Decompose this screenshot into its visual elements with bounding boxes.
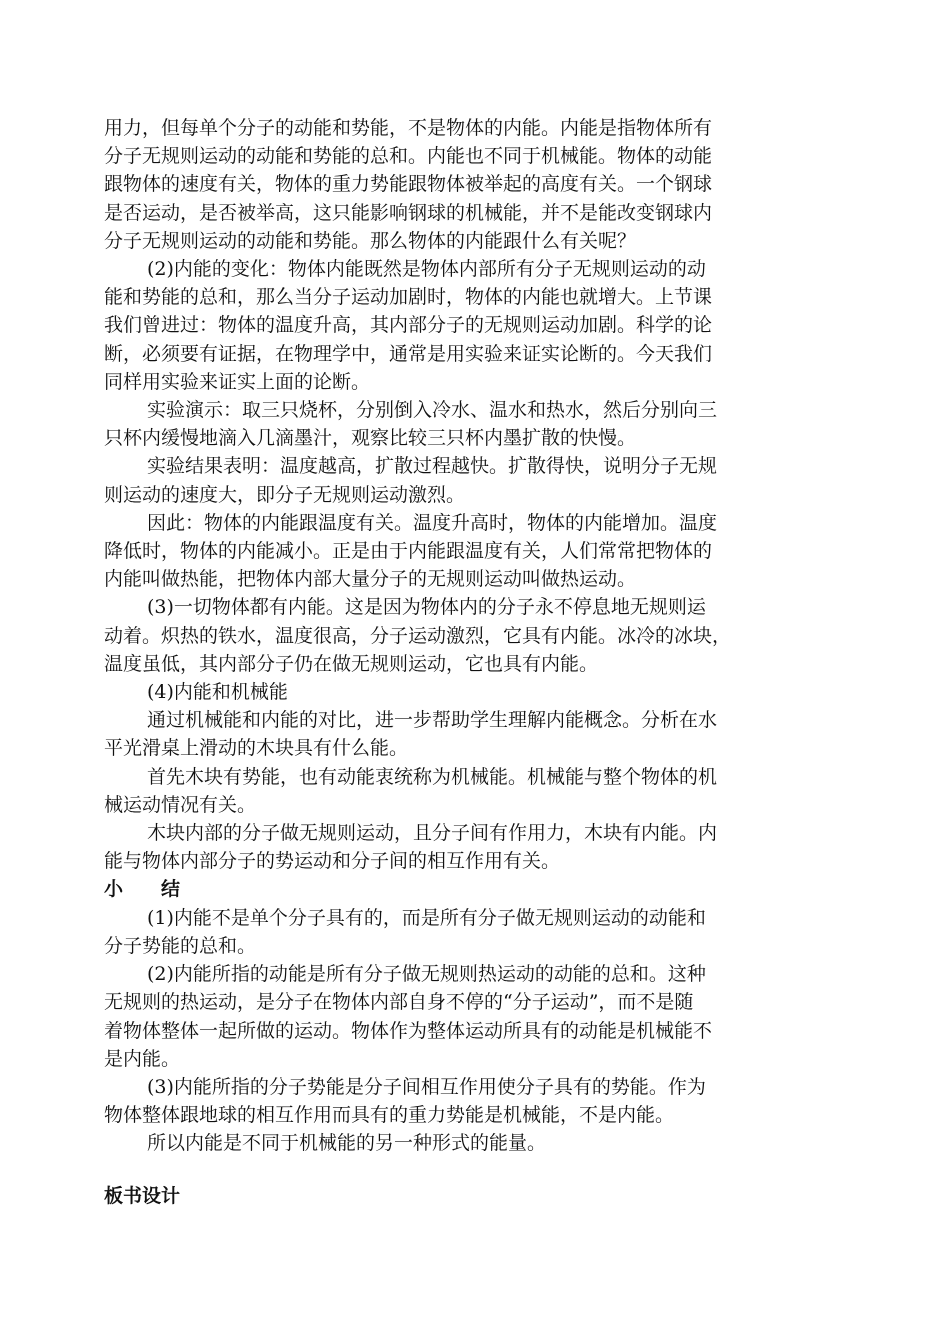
paragraph-line: 断，必须要有证据，在物理学中，通常是用实验来证实论断的。今天我们 [104, 342, 713, 365]
paragraph-line: 械运动情况有关。 [104, 793, 257, 816]
paragraph-line: 着物体整体一起所做的运动。物体作为整体运动所具有的动能是机械能不 [104, 1019, 713, 1042]
paragraph-line: 是否运动，是否被举高，这只能影响钢球的机械能，并不是能改变钢球内 [104, 201, 713, 224]
paragraph-line: (4)内能和机械能 [147, 681, 288, 704]
paragraph-line: 实验结果表明：温度越高，扩散过程越快。扩散得快，说明分子无规 [147, 455, 718, 478]
paragraph-line: 用力，但每单个分子的动能和势能，不是物体的内能。内能是指物体所有 [104, 117, 713, 139]
paragraph-line: 分子无规则运动的动能和势能的总和。内能也不同于机械能。物体的动能 [104, 145, 713, 168]
paragraph-line: 木块内部的分子做无规则运动，且分子间有作用力，木块有内能。内 [147, 822, 718, 845]
paragraph-line: (1)内能不是单个分子具有的，而是所有分子做无规则运动的动能和 [147, 906, 706, 929]
paragraph-line: 动着。炽热的铁水，温度很高，分子运动激烈，它具有内能。冰冷的冰块， [104, 624, 732, 647]
paragraph-line: 分子势能的总和。 [104, 934, 257, 957]
paragraph-line: 首先木块有势能，也有动能衷统称为机械能。机械能与整个物体的机 [147, 765, 718, 788]
paragraph-line: 降低时，物体的内能减小。正是由于内能跟温度有关，人们常常把物体的 [104, 540, 713, 563]
section-heading-summary: 小 结 [104, 878, 181, 901]
paragraph-line: (2)内能的变化：物体内能既然是物体内部所有分子无规则运动的动 [147, 258, 706, 281]
paragraph-line: 是内能。 [104, 1047, 181, 1070]
paragraph-line: (3)内能所指的分子势能是分子间相互作用使分子具有的势能。作为 [147, 1075, 706, 1098]
paragraph-line: 能与物体内部分子的势运动和分子间的相互作用有关。 [104, 850, 561, 873]
paragraph-line: 通过机械能和内能的对比，进一步帮助学生理解内能概念。分析在水 [147, 709, 718, 732]
paragraph-line: 温度虽低，其内部分子仍在做无规则运动，它也具有内能。 [104, 652, 599, 675]
paragraph-line: 无规则的热运动，是分子在物体内部自身不停的“分子运动”，而不是随 [104, 991, 694, 1014]
section-heading-board-design: 板书设计 [104, 1184, 181, 1207]
paragraph-line: 所以内能是不同于机械能的另一种形式的能量。 [147, 1132, 547, 1155]
paragraph-line: (2)内能所指的动能是所有分子做无规则热运动的动能的总和。这种 [147, 963, 706, 986]
paragraph-line: 能和势能的总和，那么当分子运动加剧时，物体的内能也就增大。上节课 [104, 286, 713, 309]
paragraph-line: 我们曾进过：物体的温度升高，其内部分子的无规则运动加剧。科学的论 [104, 314, 713, 337]
paragraph-line: 跟物体的速度有关，物体的重力势能跟物体被举起的高度有关。一个钢球 [104, 173, 713, 196]
paragraph-line: 物体整体跟地球的相互作用而具有的重力势能是机械能，不是内能。 [104, 1104, 675, 1127]
paragraph-line: 分子无规则运动的动能和势能。那么物体的内能跟什么有关呢？ [104, 229, 637, 252]
paragraph-line: 只杯内缓慢地滴入几滴墨汁，观察比较三只杯内墨扩散的快慢。 [104, 427, 637, 450]
paragraph-line: 则运动的速度大，即分子无规则运动激烈。 [104, 483, 466, 506]
paragraph-line: 平光滑桌上滑动的木块具有什么能。 [104, 737, 409, 760]
paragraph-line: 内能叫做热能，把物体内部大量分子的无规则运动叫做热运动。 [104, 568, 637, 591]
spacer [104, 1158, 816, 1182]
paragraph-line: 同样用实验来证实上面的论断。 [104, 370, 371, 393]
paragraph-line: (3)一切物体都有内能。这是因为物体内的分子永不停息地无规则运 [147, 596, 706, 619]
paragraph-line: 因此：物体的内能跟温度有关。温度升高时，物体的内能增加。温度 [147, 511, 718, 534]
document-body [104, 114, 816, 1210]
paragraph-line: 实验演示：取三只烧杯，分别倒入冷水、温水和热水，然后分别向三 [147, 399, 718, 422]
